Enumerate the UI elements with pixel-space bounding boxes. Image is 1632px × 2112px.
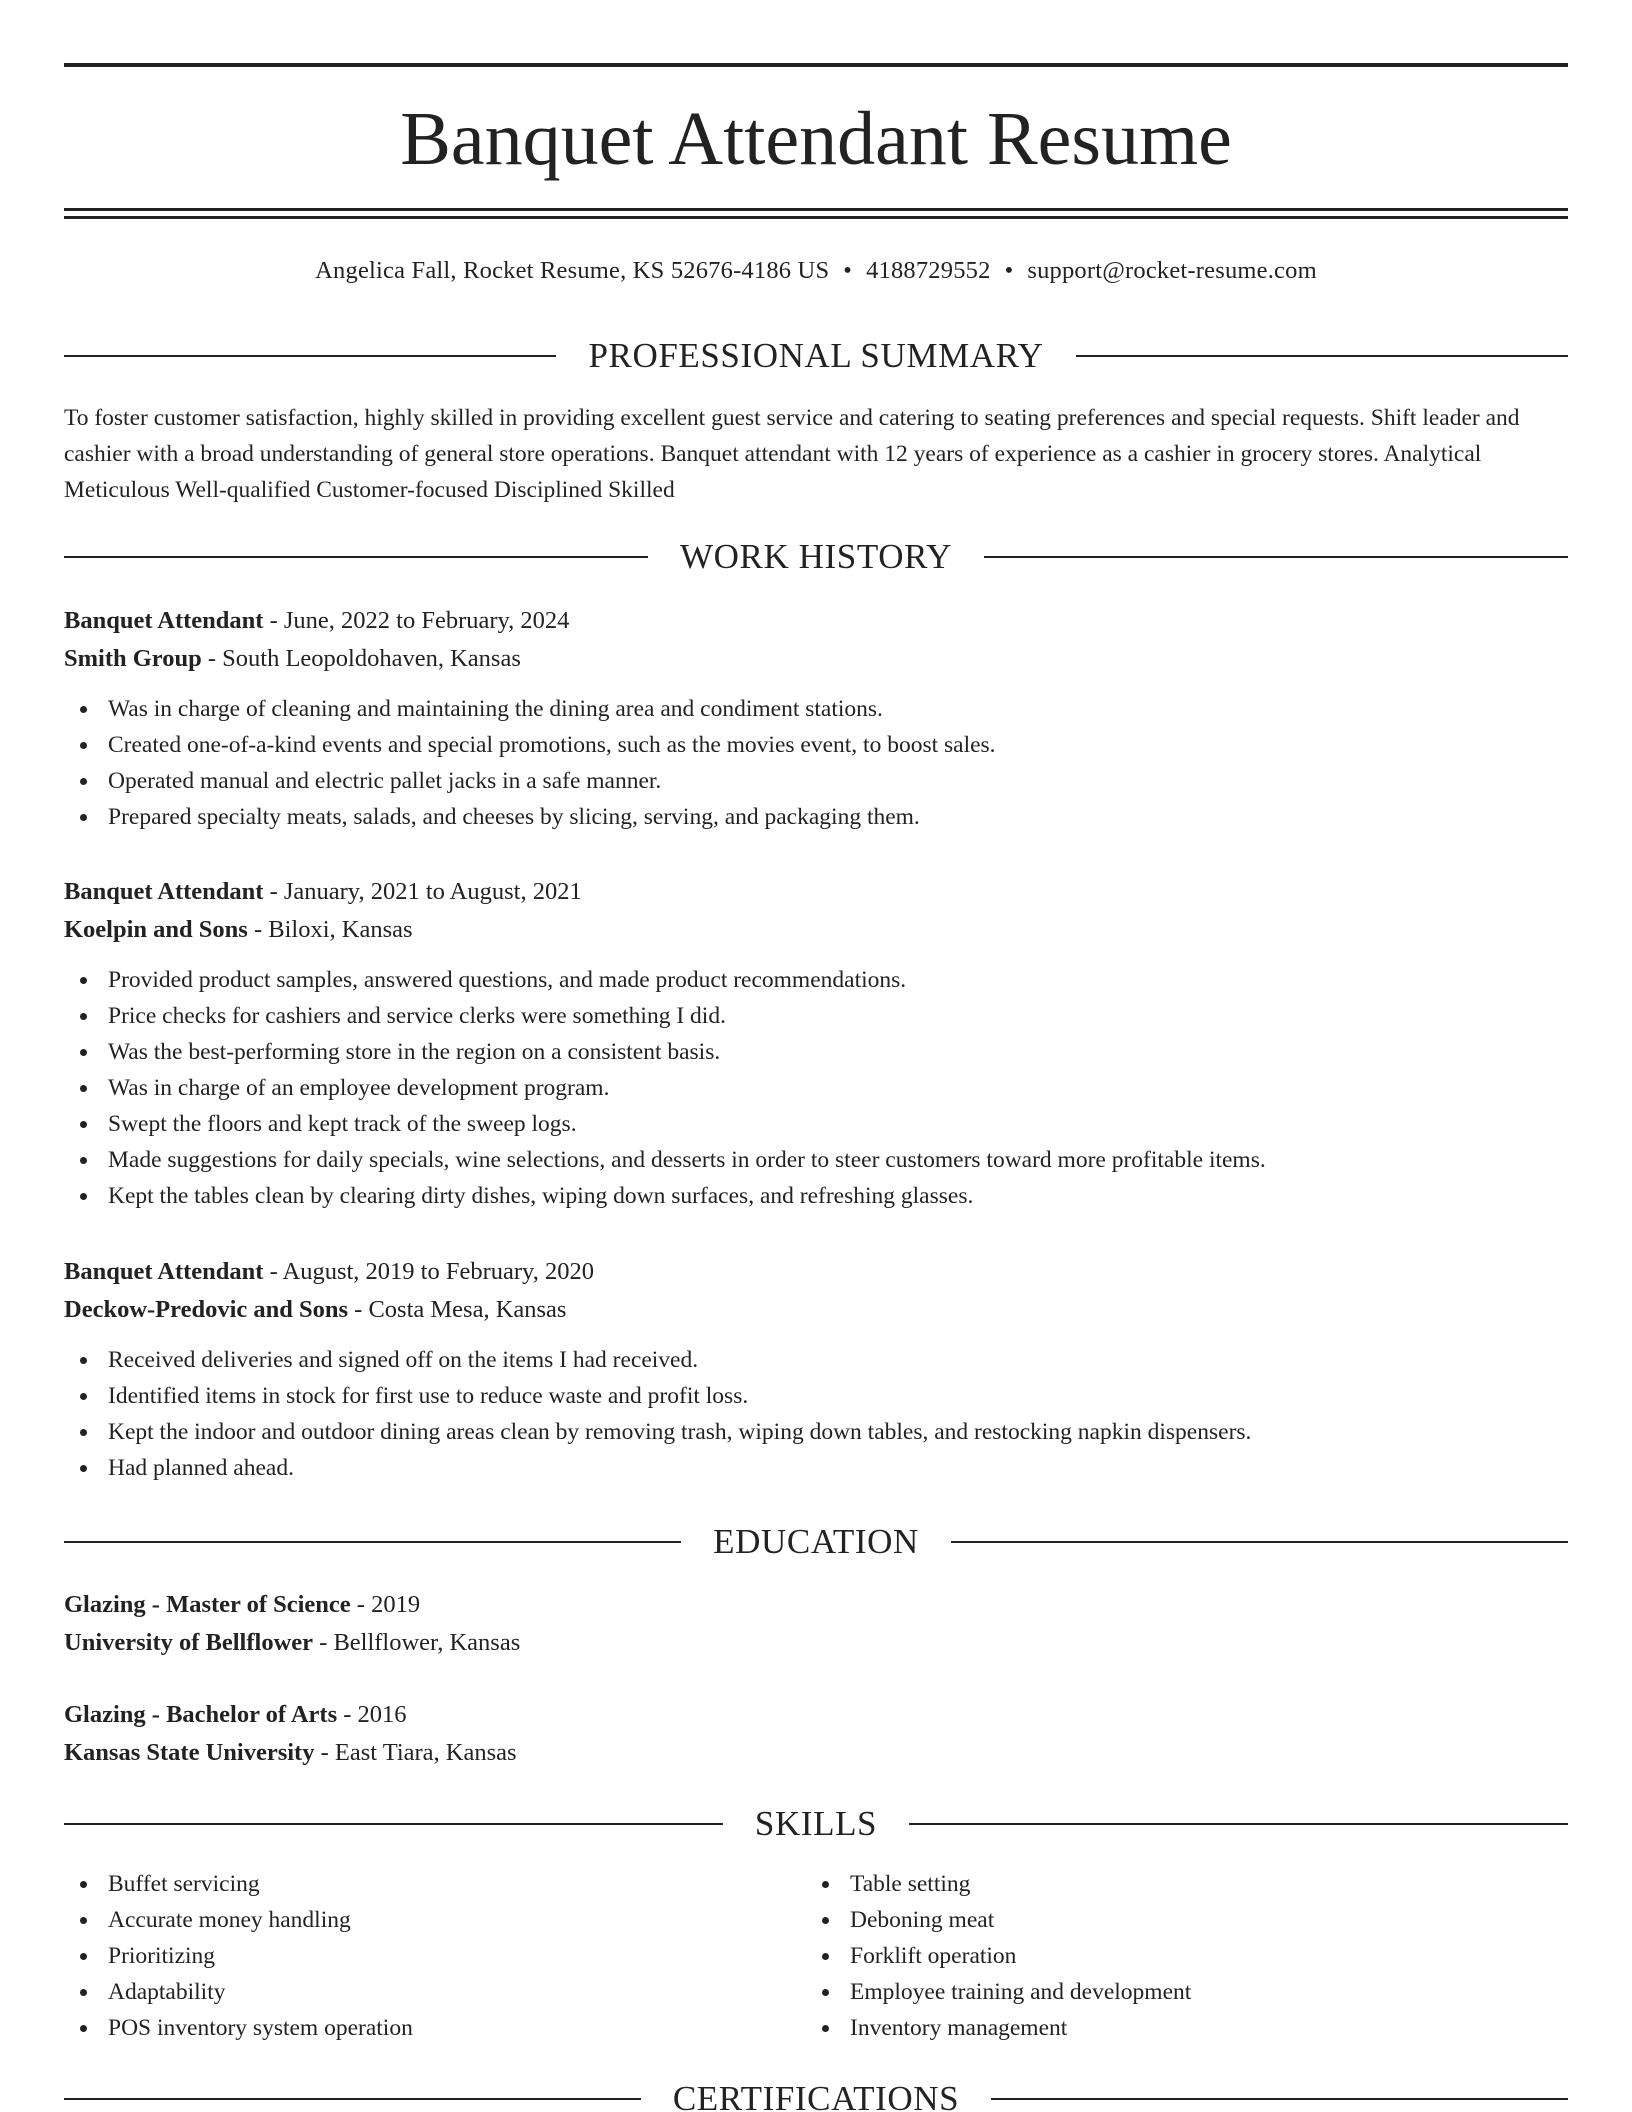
- heading-rule: [984, 556, 1568, 558]
- skill-item: Adaptability: [64, 1974, 806, 2010]
- skill-item: Inventory management: [806, 2010, 1548, 2046]
- section-heading-certifications: [64, 2077, 1568, 2112]
- job-dates: - January, 2021 to August, 2021: [263, 878, 582, 905]
- job-bullet: Identified items in stock for first use to reduce waste and profit loss.: [64, 1378, 1568, 1414]
- skills-column-right: [806, 1866, 1548, 2046]
- education-school-line: [64, 1734, 1568, 1772]
- job-title-line: [64, 602, 1568, 640]
- job-bullets: [64, 1342, 1568, 1486]
- skills-list: [64, 1866, 1568, 2046]
- job-dates: - August, 2019 to February, 2020: [263, 1258, 594, 1285]
- job-bullet: Had planned ahead.: [64, 1450, 1568, 1486]
- job-entry: [64, 1253, 1568, 1486]
- job-bullet: Kept the indoor and outdoor dining areas clean by removing trash, wiping down tables, and restocking napkin dispensers.: [64, 1414, 1568, 1450]
- job-bullet: Received deliveries and signed off on the items I had received.: [64, 1342, 1568, 1378]
- title-top-rule: [64, 63, 1568, 67]
- contact-email: support@rocket-resume.com: [1027, 257, 1317, 284]
- job-bullets: [64, 962, 1568, 1214]
- job-bullet: Provided product samples, answered questions, and made product recommendations.: [64, 962, 1568, 998]
- skill-item: Buffet servicing: [64, 1866, 806, 1902]
- job-company-line: [64, 1291, 1568, 1329]
- education-school: University of Bellflower: [64, 1629, 314, 1656]
- job-bullet: Price checks for cashiers and service clerks were something I did.: [64, 998, 1568, 1034]
- education-year: - 2019: [350, 1591, 421, 1618]
- skill-item: Accurate money handling: [64, 1902, 806, 1938]
- job-bullet: Swept the floors and kept track of the sweep logs.: [64, 1106, 1568, 1142]
- job-company-line: [64, 640, 1568, 678]
- job-bullet: Was in charge of cleaning and maintaining the dining area and condiment stations.: [64, 691, 1568, 727]
- section-heading-education: [64, 1520, 1568, 1564]
- section-heading-summary: [64, 334, 1568, 378]
- job-bullet: Created one-of-a-kind events and special promotions, such as the movies event, to boost sales.: [64, 727, 1568, 763]
- heading-rule: [951, 1541, 1568, 1543]
- job-dates: - June, 2022 to February, 2024: [263, 607, 570, 634]
- job-entry: [64, 873, 1568, 1214]
- heading-rule: [64, 1541, 681, 1543]
- section-heading-work-history: [64, 535, 1568, 579]
- skills-column-left: [64, 1866, 806, 2046]
- contact-address: Angelica Fall, Rocket Resume, KS 52676-4186 US: [315, 257, 830, 284]
- job-bullet: Prepared specialty meats, salads, and cheeses by slicing, serving, and packaging them.: [64, 799, 1568, 835]
- heading-rule: [64, 556, 648, 558]
- education-degree: Glazing - Master of Science: [64, 1591, 351, 1618]
- contact-separator: •: [1004, 257, 1014, 284]
- section-title: EDUCATION: [713, 1522, 919, 1561]
- skill-item: Prioritizing: [64, 1938, 806, 1974]
- section-title: PROFESSIONAL SUMMARY: [588, 336, 1044, 375]
- job-title-line: [64, 873, 1568, 911]
- skill-item: Deboning meat: [806, 1902, 1548, 1938]
- job-bullet: Kept the tables clean by clearing dirty dishes, wiping down surfaces, and refreshing glasses.: [64, 1178, 1568, 1214]
- job-company: Deckow-Predovic and Sons: [64, 1296, 349, 1323]
- education-degree-line: [64, 1586, 1568, 1624]
- education-school-line: [64, 1624, 1568, 1662]
- document-title: Banquet Attendant Resume: [400, 97, 1232, 181]
- education-school: Kansas State University: [64, 1739, 315, 1766]
- job-bullet: Operated manual and electric pallet jacks in a safe manner.: [64, 763, 1568, 799]
- education-year: - 2016: [337, 1701, 407, 1728]
- education-location: - Bellflower, Kansas: [313, 1629, 521, 1656]
- job-bullets: [64, 691, 1568, 835]
- education-location: - East Tiara, Kansas: [314, 1739, 517, 1766]
- education-entry: [64, 1696, 1568, 1772]
- job-location: - South Leopoldohaven, Kansas: [201, 645, 521, 672]
- section-title: CERTIFICATIONS: [672, 2079, 960, 2112]
- heading-rule: [1076, 355, 1568, 357]
- education-entry: [64, 1586, 1568, 1662]
- job-title-line: [64, 1253, 1568, 1291]
- job-location: - Biloxi, Kansas: [247, 916, 413, 943]
- skill-item: POS inventory system operation: [64, 2010, 806, 2046]
- summary-text: To foster customer satisfaction, highly skilled in providing excellent guest service and catering to seating preferences and special requests. Shift leader and cashier with a broad understanding of general store operations. Banquet attendant with 12 years of experience as a cashier in grocery stores. Analytical Meticulous Well-qualified Customer-focused Disciplined Skilled: [64, 405, 1520, 503]
- skill-item: Employee training and development: [806, 1974, 1548, 2010]
- job-company: Koelpin and Sons: [64, 916, 248, 943]
- job-entry: [64, 602, 1568, 835]
- heading-rule: [64, 355, 556, 357]
- title-bottom-rule: [64, 208, 1568, 211]
- contact-line: [64, 255, 1568, 287]
- heading-rule: [909, 1823, 1568, 1825]
- title-bottom-rule-double: [64, 216, 1568, 219]
- job-bullet: Made suggestions for daily specials, wine selections, and desserts in order to steer customers toward more profitable items.: [64, 1142, 1568, 1178]
- job-title: Banquet Attendant: [64, 878, 264, 905]
- contact-separator: •: [843, 257, 853, 284]
- section-title: SKILLS: [754, 1804, 878, 1843]
- job-company: Smith Group: [64, 645, 202, 672]
- section-title: WORK HISTORY: [680, 537, 952, 576]
- education-degree-line: [64, 1696, 1568, 1734]
- job-title: Banquet Attendant: [64, 607, 264, 634]
- skill-item: Forklift operation: [806, 1938, 1548, 1974]
- heading-rule: [64, 1823, 723, 1825]
- heading-rule: [64, 2098, 641, 2100]
- job-company-line: [64, 911, 1568, 949]
- job-location: - Costa Mesa, Kansas: [348, 1296, 567, 1323]
- section-heading-skills: [64, 1802, 1568, 1846]
- job-bullet: Was the best-performing store in the region on a consistent basis.: [64, 1034, 1568, 1070]
- contact-phone: 4188729552: [866, 257, 991, 284]
- skill-item: Table setting: [806, 1866, 1548, 1902]
- job-bullet: Was in charge of an employee development program.: [64, 1070, 1568, 1106]
- education-degree: Glazing - Bachelor of Arts: [64, 1701, 338, 1728]
- heading-rule: [991, 2098, 1568, 2100]
- job-title: Banquet Attendant: [64, 1258, 264, 1285]
